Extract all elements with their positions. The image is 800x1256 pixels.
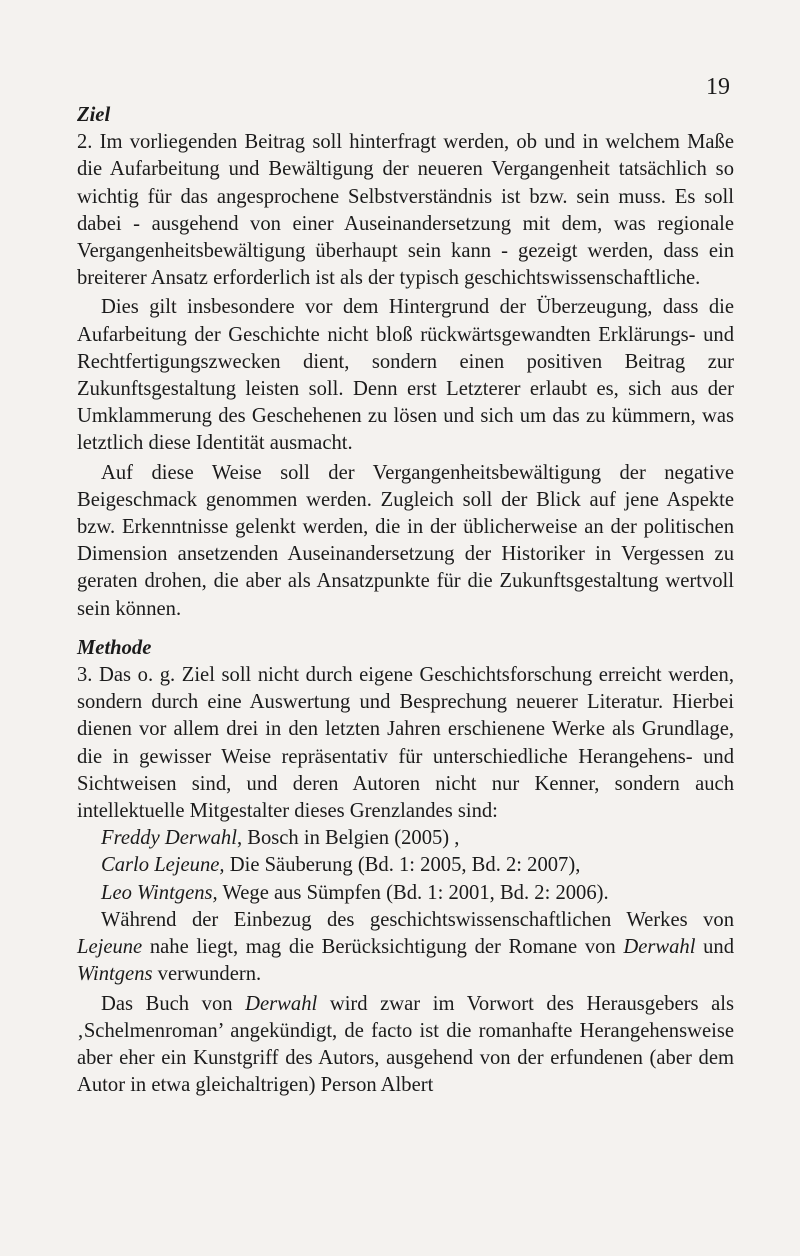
text-run: verwundern.	[152, 963, 262, 986]
reference-author: Leo Wintgens,	[101, 881, 218, 904]
reference-work: Wege aus Sümpfen (Bd. 1: 2001, Bd. 2: 2006).	[222, 881, 609, 904]
paragraph-ziel-2: Dies gilt insbesondere vor dem Hintergrund der Überzeugung, dass die Aufarbeitung der Geschichte nicht bloß rückwärtsgewandten Erklärungs- und Rechtfertigungszwecken dient, sondern einen positiven Beitrag zur Zukunftsgestaltung leisten soll. Denn erst Letzterer erlaubt es, sich aus der Umklammerung des Geschehenen zu lösen und sich um das zu kümmern, was letztlich diese Identität ausmacht.	[77, 296, 734, 455]
text-run: Das Buch von	[101, 992, 246, 1015]
author-name: Lejeune	[77, 936, 143, 959]
author-name: Wintgens	[77, 963, 153, 986]
reference-separator: ,	[236, 827, 248, 850]
section-heading-ziel: Ziel	[77, 104, 111, 126]
paragraph-methode-3	[77, 991, 734, 1100]
reference-item	[77, 825, 734, 852]
author-name: Derwahl	[245, 992, 318, 1015]
reference-item	[77, 880, 734, 907]
page-number: 19	[706, 74, 730, 100]
text-run: nahe liegt, mag die Berücksichtigung der Romane von	[142, 936, 624, 959]
reference-list	[77, 825, 734, 907]
reference-work: Die Säuberung (Bd. 1: 2005, Bd. 2: 2007),	[229, 854, 581, 877]
author-name: Derwahl	[623, 936, 696, 959]
text-run: und	[695, 936, 734, 959]
reference-author: Carlo Lejeune,	[101, 854, 225, 877]
section-methode	[77, 635, 734, 1099]
paragraph-ziel-3: Auf diese Weise soll der Vergangenheitsbewältigung der negative Beigeschmack genommen werden. Zugleich soll der Blick auf jene Aspekte bzw. Erkenntnisse gelenkt werden, die in der üblicherweise an der politischen Dimension ansetzenden Auseinandersetzung der Historiker in Vergessen zu geraten drohen, die aber als Ansatzpunkte für die Zukunftsgestaltung wertvoll sein können.	[77, 461, 734, 620]
text-run: Während der Einbezug des geschichtswissenschaftlichen Werkes von	[101, 908, 734, 931]
section-heading-methode: Methode	[77, 636, 152, 659]
page-body	[77, 102, 734, 1099]
paragraph-ziel-1: 2. Im vorliegenden Beitrag soll hinterfragt werden, ob und in welchem Maße die Aufarbeitung und Bewältigung der neueren Vergangenheit tatsächlich so wichtig für das angesprochene Selbstverständnis ist bzw. sein muss. Es soll dabei - ausgehend von einer Auseinandersetzung mit dem, was regionale Vergangenheitsbewältigung überhaupt sein kann - gezeigt werden, dass ein breiterer Ansatz erforderlich ist als der typisch geschichtswissenschaftliche.	[77, 131, 734, 290]
reference-work: Bosch in Belgien (2005) ,	[247, 827, 460, 850]
paragraph-methode-1: 3. Das o. g. Ziel soll nicht durch eigene Geschichtsforschung erreicht werden, sondern durch eine Auswertung und Besprechung neuerer Literatur. Hierbei dienen vor allem drei in den letzten Jahren erschienene Werke als Grundlage, die in gewisser Weise repräsentativ für unterschiedliche Herangehens- und Sichtweisen sind, und deren Autoren nicht nur Kenner, sondern auch intellektuelle Mitgestalter dieses Grenzlandes sind:	[77, 664, 734, 823]
paragraph-methode-2	[77, 907, 734, 989]
text-run: wird zwar im Vorwort des Herausgebers als ‚Schelmenroman’ angekündigt, de facto ist die romanhafte Herangehensweise aber eher ein Kunstgriff des Autors, ausgehend von der erfundenen (aber dem Autor in etwa gleichaltrigen) Person Albert	[77, 992, 734, 1097]
reference-author: Freddy Derwahl	[101, 827, 237, 850]
reference-item	[77, 852, 734, 879]
